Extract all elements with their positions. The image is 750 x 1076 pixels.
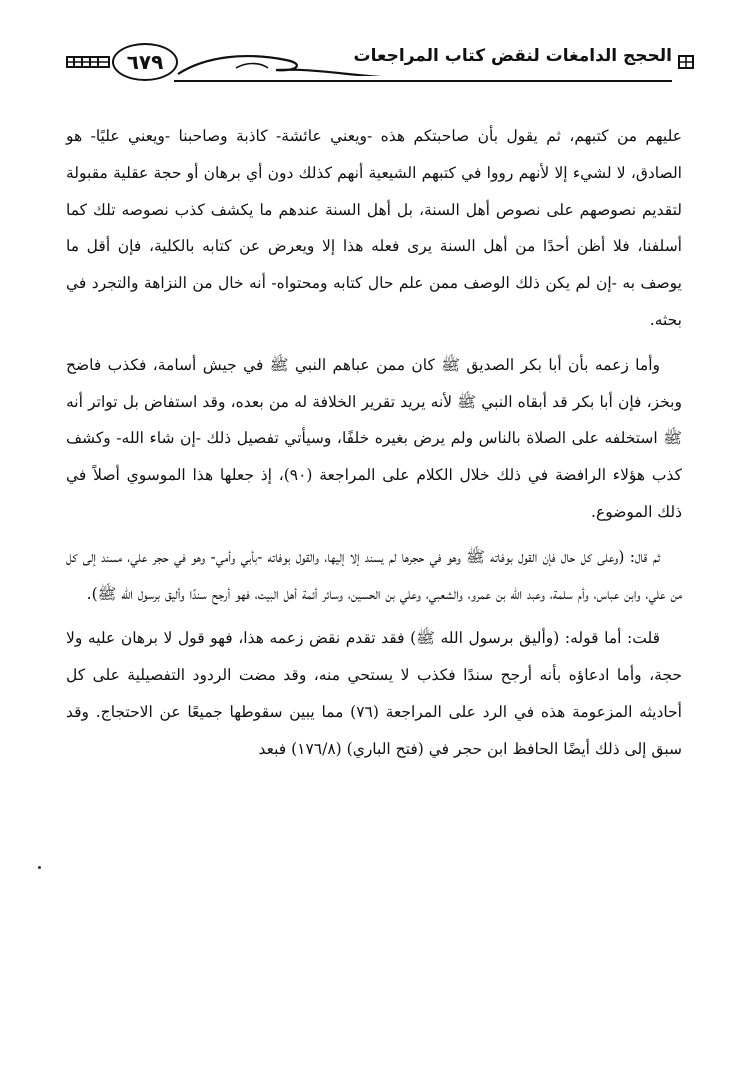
paragraph: عليهم من كتبهم، ثم يقول بأن صاحبتكم هذه -ويعني عائشة- كاذبة وصاحبنا -ويعني عليًا- هو الصادق، لا لشيء إلا لأنهم رووا في كتبهم الشيعية أنهم كذلك دون أي برهان أو حجة عقلية مقبولة لتقديم نصوصهم على نصوص أهل السنة، بل أهل السنة عندهم ما يكشف كذب نصوصه تلك كما أسلفنا، فلا أظن أحدًا من أهل السنة يرى فعله هذا إلا ويعرض عن كتابه بالكلية، فإن أقل ما يوصف به -إن لم يكن ذلك الوصف ممن علم حال كتابه ومحتواه- أنه خال من النزاهة والتجرد في بحثه. [66,127,682,329]
ornament-icon [678,54,694,70]
page-number: ٦٧٩ [112,43,178,81]
ornament-icon [66,54,110,70]
margin-mark [38,866,41,869]
header-rule [174,80,672,82]
page-body [66,118,682,776]
paragraph: قلت: أما قوله: (وأليق برسول الله ﷺ) فقد تقدم نقض زعمه هذا، فهو قول لا برهان عليه ولا حجة، وأما ادعاؤه بأنه أرجح سندًا فكذب لا يستحي منه، وقد مضت الردود التفصيلية على كل أحاديثه المزعومة هذه في الرد على المراجعة (٧٦) مما يبين سقوطها جميعًا عن الاحتجاج. وقد سبق إلى ذلك أيضًا الحافظ ابن حجر في (فتح الباري) (١٧٦/٨) فبعد [66,629,682,758]
paragraph: ثم قال: (وعلى كل حال فإن القول بوفاته ﷺ وهو في حجرها لم يسند إلا إليها، والقول بوفاته -بأبي وأمي- وهو في حجر علي، مسند إلى كل من علي، وابن عباس، وأم سلمة، وعبد الله بن عمرو، والشعبي، وعلي بن الحسين، وسائر أئمة أهل البيت، فهو أرجح سندًا وأليق برسول الله ﷺ). [66,547,682,603]
running-header [66,40,694,88]
paragraph: وأما زعمه بأن أبا بكر الصديق ﷺ كان ممن عباهم النبي ﷺ في جيش أسامة، فكذب فاضح وبخز، فإن أبا بكر قد أبقاه النبي ﷺ لأنه يريد تقرير الخلافة له من بعده، وقد استفاض بل تواتر أنه ﷺ استخلفه على الصلاة بالناس ولم يرض بغيره خلفًا، وسيأتي تفصيل ذلك -إن شاء الله- وكشف كذب هؤلاء الرافضة في ذلك خلال الكلام على المراجعة (٩٠)، إذ جعلها هذا الموسوي أصلاً في ذلك الموضوع. [66,355,682,521]
running-header-title: الحجج الدامغات لنقض كتاب المراجعات [353,46,672,66]
